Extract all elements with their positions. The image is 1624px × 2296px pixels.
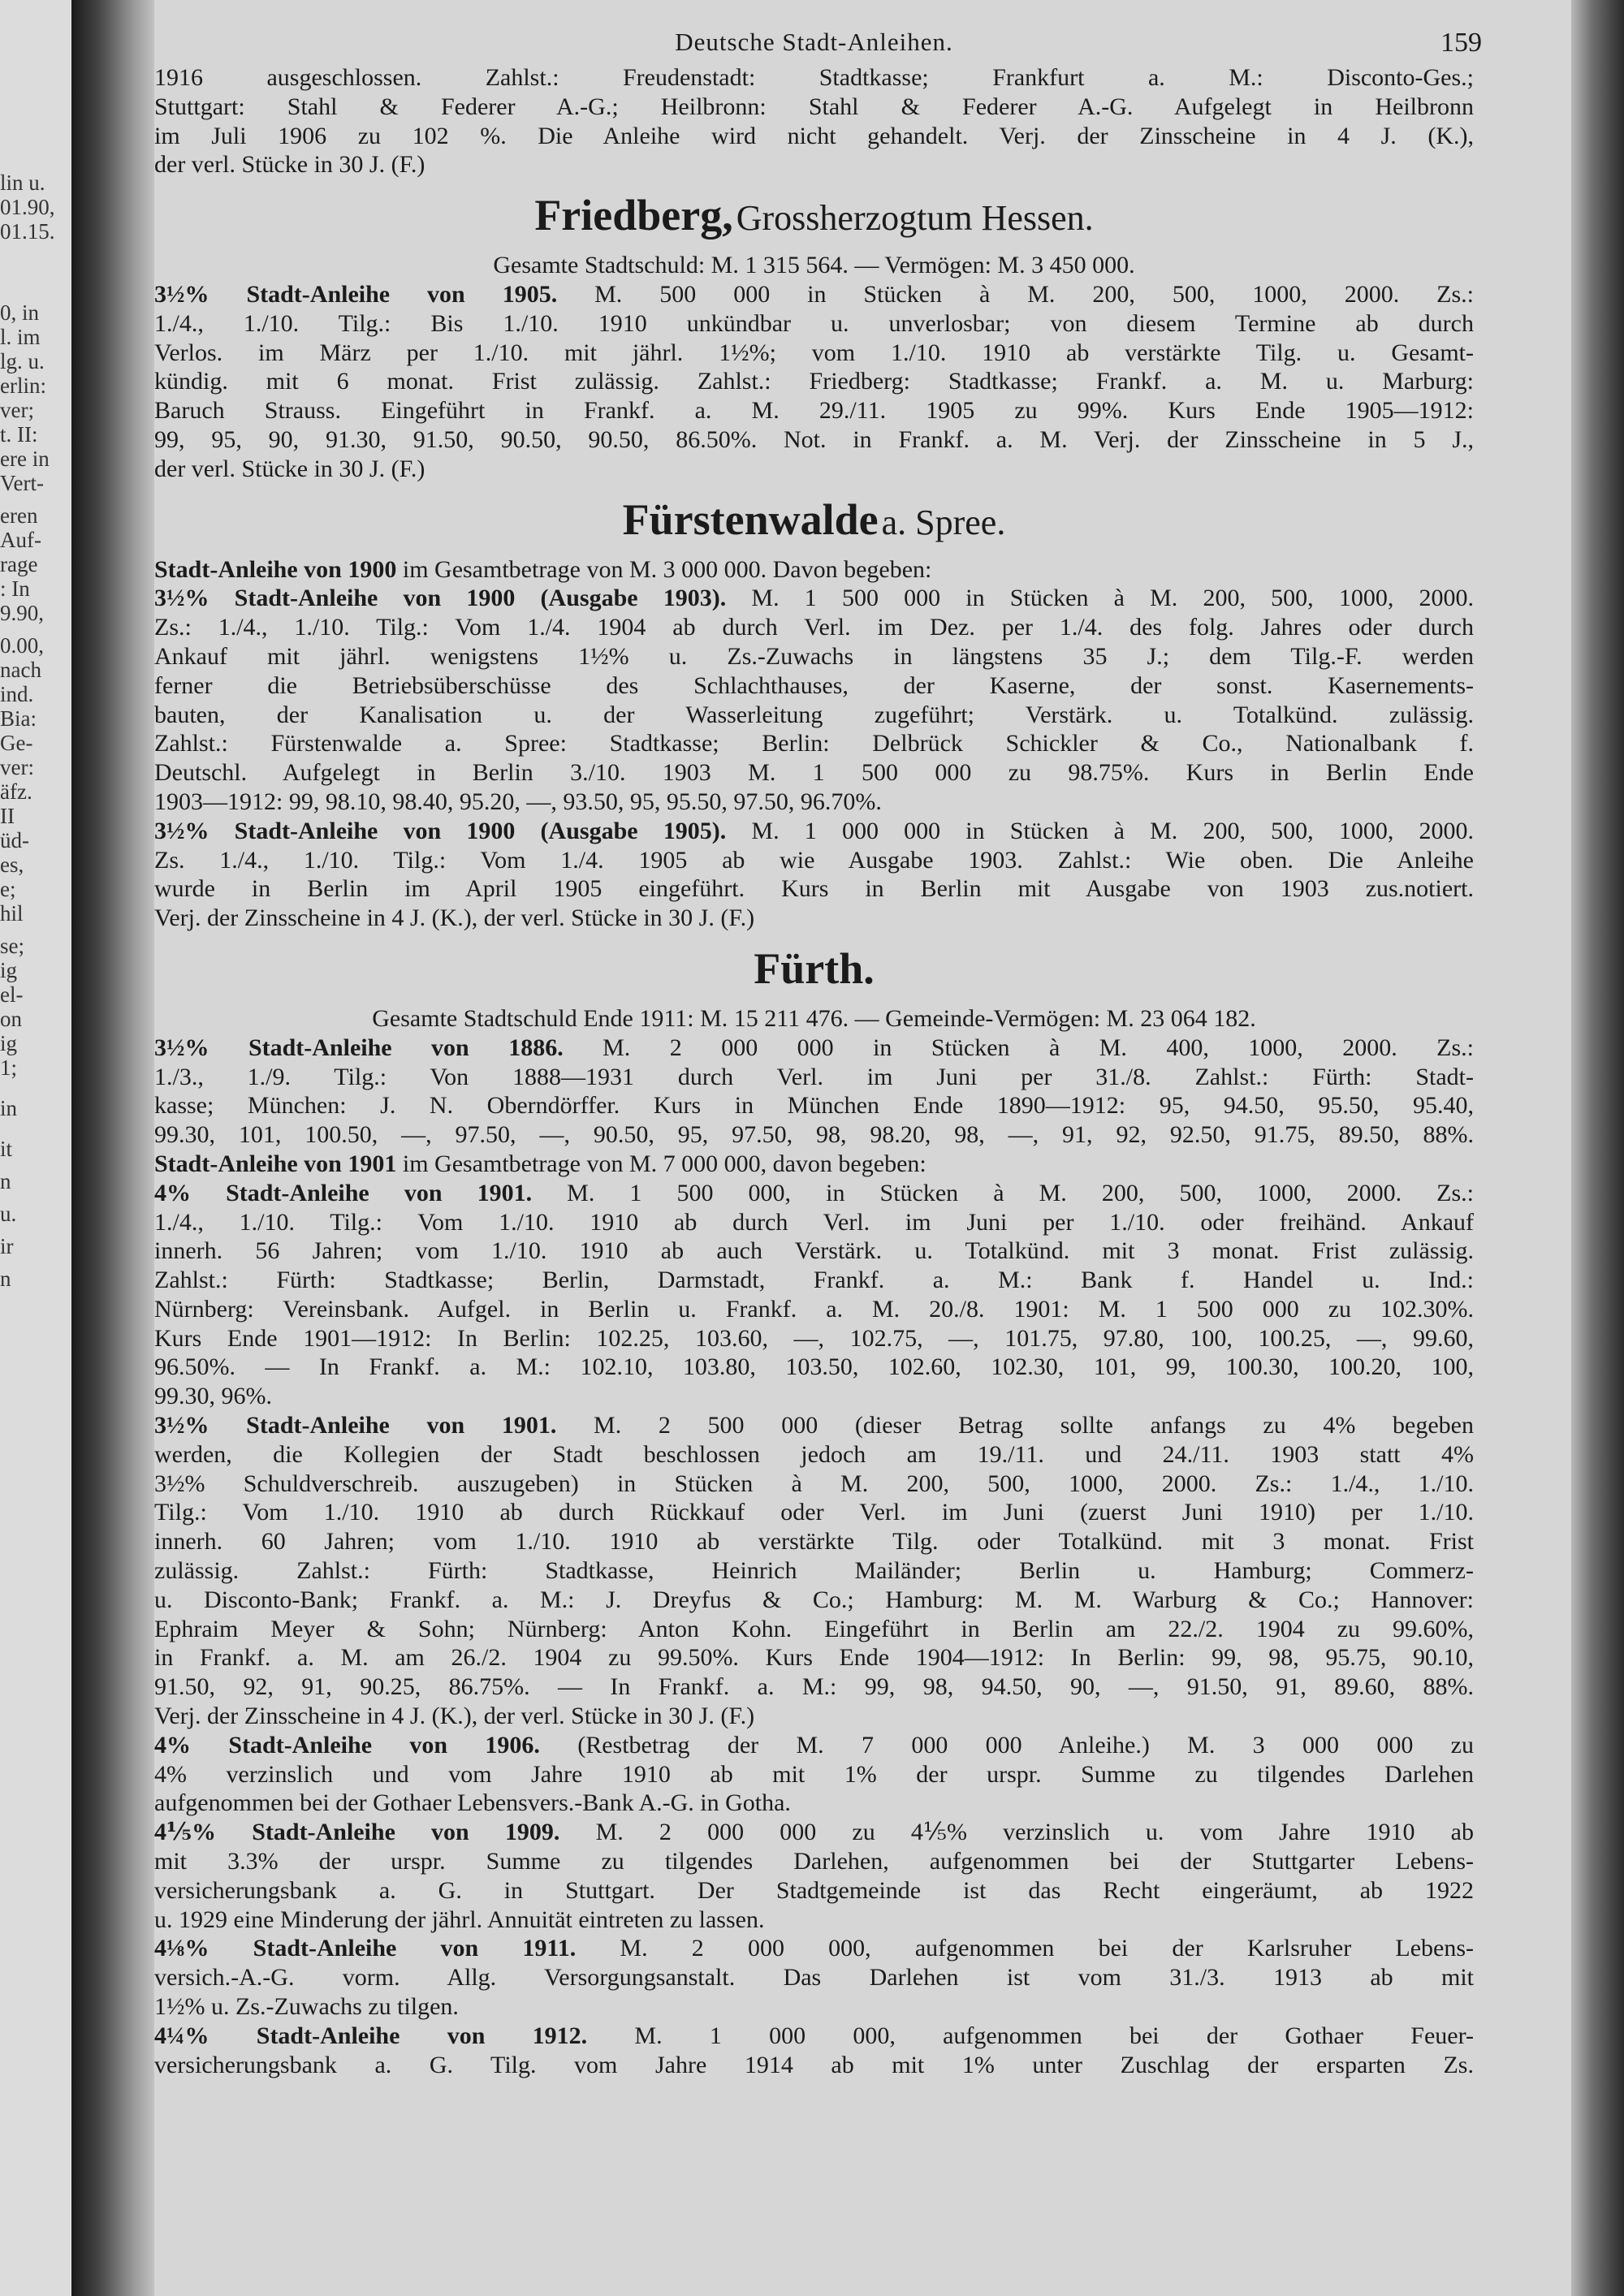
page-content bbox=[154, 28, 1482, 2079]
city-heading bbox=[154, 494, 1474, 552]
text-line bbox=[154, 339, 1474, 368]
line-text: Zahlst.: Fürth: Stadtkasse; Berlin, Darmstadt, Frankf. a. M.: Bank f. Handel u. Ind.: bbox=[154, 1267, 1474, 1294]
left-page-fragment: erlin: bbox=[0, 373, 46, 398]
left-page-fragment: t. II: bbox=[0, 422, 38, 447]
text-line bbox=[154, 1150, 1474, 1179]
city-name: Fürstenwalde bbox=[622, 494, 879, 544]
text-line bbox=[154, 309, 1474, 339]
text-line bbox=[154, 1295, 1474, 1324]
line-text: Deutschl. Aufgelegt in Berlin 3./10. 1903 M. 1 500 000 zu 98.75%. Kurs in Berlin Ende bbox=[154, 759, 1474, 787]
text-line bbox=[154, 396, 1474, 425]
text-line bbox=[154, 613, 1474, 642]
left-page-fragment: Vert- bbox=[0, 471, 44, 495]
left-page-fragment: : In bbox=[0, 576, 30, 601]
text-line bbox=[154, 1934, 1474, 1963]
left-page-fragment: e; bbox=[0, 877, 16, 901]
text-line bbox=[154, 817, 1474, 846]
text-line bbox=[154, 1411, 1474, 1440]
text-line bbox=[154, 1004, 1474, 1034]
left-page-fragment: ver; bbox=[0, 398, 34, 422]
text-line bbox=[154, 1353, 1474, 1382]
line-text: M. 1 500 000, in Stücken à M. 200, 500, 1000, 2000. Zs.: bbox=[532, 1179, 1474, 1206]
loan-title: 3½% Stadt-Anleihe von 1900 (Ausgabe 1905). bbox=[154, 817, 727, 844]
left-page-fragment: u. bbox=[0, 1202, 17, 1226]
city-heading bbox=[154, 191, 1474, 248]
line-text: Verlos. im März per 1./10. mit jährl. 1½%; vom 1./10. 1910 ab verstärkte Tilg. u. Gesamt- bbox=[154, 339, 1474, 366]
running-header bbox=[154, 28, 1482, 63]
left-page-fragment: se; bbox=[0, 934, 24, 958]
text-line bbox=[154, 1556, 1474, 1586]
left-page-fragment: hil bbox=[0, 901, 24, 926]
left-page-fragment: es, bbox=[0, 852, 24, 877]
text-line bbox=[154, 1179, 1474, 1208]
line-text: Zs. 1./4., 1./10. Tilg.: Vom 1./4. 1905 ab wie Ausgabe 1903. Zahlst.: Wie oben. Die Anleihe bbox=[154, 846, 1474, 874]
text-line bbox=[154, 1527, 1474, 1556]
line-text: u. Disconto-Bank; Frankf. a. M.: J. Dreyfus & Co.; Hamburg: M. M. Warburg & Co.; Hannover: bbox=[154, 1586, 1474, 1613]
left-page-fragment: lin u. bbox=[0, 170, 45, 195]
line-text: bauten, der Kanalisation u. der Wasserleitung zugeführt; Verstärk. u. Totalkünd. zulässig. bbox=[154, 701, 1474, 728]
left-page-fragment: ind. bbox=[0, 682, 34, 706]
left-page-fragment: it bbox=[0, 1137, 13, 1161]
line-text: 96.50%. — In Frankf. a. M.: 102.10, 103.80, 103.50, 102.60, 102.30, 101, 99, 100.30, 100.20, 100, bbox=[154, 1353, 1474, 1381]
text-line: Stuttgart: Stahl & Federer A.-G.; Heilbronn: Stahl & Federer A.-G. Aufgelegt in Heilbronn bbox=[154, 93, 1474, 120]
line-text: 4% verzinslich und vom Jahre 1910 ab mit 1% der urspr. Summe zu tilgendes Darlehen bbox=[154, 1760, 1474, 1788]
text-line bbox=[154, 1120, 1474, 1150]
line-text: 99.30, 101, 100.50, —, 97.50, —, 90.50, 95, 97.50, 98, 98.20, 98, —, 91, 92, 92.50, 91.75, 89.50, 88%. bbox=[154, 1121, 1474, 1149]
left-page-fragment: 01.90, bbox=[0, 195, 55, 219]
line-text: M. 2 000 000, aufgenommen bei der Karlsruher Lebens- bbox=[576, 1935, 1474, 1962]
loan-title: 3½% Stadt-Anleihe von 1886. bbox=[154, 1034, 564, 1061]
text-line bbox=[154, 1586, 1474, 1615]
loan-title: Stadt-Anleihe von 1901 bbox=[154, 1150, 397, 1177]
text-line bbox=[154, 425, 1474, 455]
line-text: im Gesamtbetrage von M. 7 000 000, davon begeben: bbox=[396, 1150, 926, 1177]
text-line bbox=[154, 2022, 1474, 2051]
line-text: innerh. 56 Jahren; vom 1./10. 1910 ab auch Verstärk. u. Totalkünd. mit 3 monat. Frist zulässig. bbox=[154, 1237, 1474, 1265]
line-text: 1½% u. Zs.-Zuwachs zu tilgen. bbox=[154, 1993, 459, 2021]
left-page-fragment: l. im bbox=[0, 325, 41, 349]
line-text: werden, die Kollegien der Stadt beschlossen jedoch am 19./11. und 24./11. 1903 statt 4% bbox=[154, 1440, 1474, 1468]
text-line bbox=[154, 729, 1474, 758]
text-line bbox=[154, 1236, 1474, 1266]
text-line bbox=[154, 1498, 1474, 1527]
text-line bbox=[154, 1760, 1474, 1789]
line-text: u. 1929 eine Minderung der jährl. Annuität eintreten zu lassen. bbox=[154, 1905, 765, 1933]
text-line bbox=[154, 1470, 1474, 1499]
text-line bbox=[154, 1324, 1474, 1353]
city-section bbox=[154, 191, 1474, 483]
line-text: versicherungsbank a. G. in Stuttgart. Der Stadtgemeinde ist das Recht eingeräumt, ab 1922 bbox=[154, 1876, 1474, 1904]
loan-title: 3½% Stadt-Anleihe von 1905. bbox=[154, 280, 558, 308]
city-subtitle: Grossherzogtum Hessen. bbox=[736, 198, 1094, 239]
left-page-fragment: lg. u. bbox=[0, 349, 45, 373]
left-page-fragment: 0.00, bbox=[0, 633, 44, 658]
loan-title: 3½% Stadt-Anleihe von 1901. bbox=[154, 1412, 557, 1439]
text-line bbox=[154, 1905, 1474, 1935]
line-text: Gesamte Stadtschuld Ende 1911: M. 15 211 476. — Gemeinde-Vermögen: M. 23 064 182. bbox=[372, 1004, 1256, 1032]
line-text: 1903—1912: 99, 98.10, 98.40, 95.20, —, 93.50, 95, 95.50, 97.50, 96.70%. bbox=[154, 788, 882, 815]
loan-title: Stadt-Anleihe von 1900 bbox=[154, 555, 397, 583]
intro-paragraph bbox=[154, 63, 1474, 179]
text-line bbox=[154, 1208, 1474, 1237]
left-page-fragment: 01.15. bbox=[0, 219, 55, 244]
city-section bbox=[154, 494, 1474, 933]
line-text: versicherungsbank a. G. Tilg. vom Jahre 1914 ab mit 1% unter Zuschlag der ersparten Zs. bbox=[154, 2051, 1474, 2078]
left-page-fragment: in bbox=[0, 1096, 18, 1120]
page bbox=[154, 0, 1571, 2296]
left-page-edge bbox=[0, 0, 75, 2296]
line-text: kündig. mit 6 monat. Frist zulässig. Zahlst.: Friedberg: Stadtkasse; Frankf. a. M. u. Marburg: bbox=[154, 368, 1474, 395]
line-text: Ankauf mit jährl. wenigstens 1½% u. Zs.-Zuwachs in längstens 35 J.; dem Tilg.-F. werden bbox=[154, 642, 1474, 670]
left-page-fragment: nach bbox=[0, 658, 41, 682]
line-text: ferner die Betriebsüberschüsse des Schlachthauses, der Kaserne, der sonst. Kasernements- bbox=[154, 671, 1474, 699]
text-line bbox=[154, 1440, 1474, 1470]
left-page-fragment: ir bbox=[0, 1234, 14, 1258]
line-text: 99.30, 96%. bbox=[154, 1383, 272, 1410]
line-text: Kurs Ende 1901—1912: In Berlin: 102.25, 103.60, —, 102.75, —, 101.75, 97.80, 100, 100.25, —, 99.60, bbox=[154, 1324, 1474, 1352]
book-gutter bbox=[71, 0, 161, 2296]
line-text: M. 2 000 000 in Stücken à M. 400, 1000, 2000. Zs.: bbox=[563, 1034, 1474, 1061]
text-line bbox=[154, 1034, 1474, 1063]
text-line bbox=[154, 846, 1474, 875]
left-page-fragment: el- bbox=[0, 982, 24, 1007]
left-page-fragment: ere in bbox=[0, 447, 50, 471]
line-text: M. 2 500 000 (dieser Betrag sollte anfangs zu 4% begeben bbox=[556, 1412, 1474, 1439]
line-text: (Restbetrag der M. 7 000 000 Anleihe.) M. 3 000 000 zu bbox=[539, 1731, 1474, 1759]
city-heading bbox=[154, 943, 1474, 1001]
city-section bbox=[154, 943, 1474, 2079]
text-line: 1916 ausgeschlossen. Zahlst.: Freudenstadt: Stadtkasse; Frankfurt a. M.: Disconto-Ges.; bbox=[154, 64, 1474, 91]
line-text: Gesamte Stadtschuld: M. 1 315 564. — Vermögen: M. 3 450 000. bbox=[493, 252, 1135, 279]
text-line bbox=[154, 584, 1474, 613]
text-line bbox=[154, 758, 1474, 788]
text-line bbox=[154, 1091, 1474, 1120]
text-line bbox=[154, 1876, 1474, 1905]
line-text: kasse; München: J. N. Oberndörffer. Kurs in München Ende 1890—1912: 95, 94.50, 95.50, 95.40, bbox=[154, 1092, 1474, 1120]
line-text: M. 1 000 000 in Stücken à M. 200, 500, 1000, 2000. bbox=[726, 817, 1474, 844]
left-page-fragment: üd- bbox=[0, 828, 29, 852]
line-text: Zs.: 1./4., 1./10. Tilg.: Vom 1./4. 1904 ab durch Verl. im Dez. per 1./4. des folg. Jahres oder durch bbox=[154, 614, 1474, 641]
text-line bbox=[154, 1992, 1474, 2022]
text-line bbox=[154, 642, 1474, 671]
left-page-fragment: Ge- bbox=[0, 731, 33, 755]
loan-title: 4⅕% Stadt-Anleihe von 1909. bbox=[154, 1819, 560, 1846]
text-line bbox=[154, 1382, 1474, 1411]
text-line bbox=[154, 280, 1474, 309]
sections bbox=[154, 191, 1474, 2079]
text-line bbox=[154, 788, 1474, 817]
text-line bbox=[154, 1643, 1474, 1672]
text-line bbox=[154, 1063, 1474, 1092]
line-text: aufgenommen bei der Gothaer Lebensvers.-Bank A.-G. in Gotha. bbox=[154, 1789, 791, 1817]
left-page-fragment: ig bbox=[0, 1031, 18, 1055]
text-line bbox=[154, 555, 1474, 585]
left-page-fragment: II bbox=[0, 804, 15, 828]
text-line bbox=[154, 701, 1474, 730]
text-line bbox=[154, 874, 1474, 904]
line-text: M. 500 000 in Stücken à M. 200, 500, 1000, 2000. Zs.: bbox=[557, 280, 1474, 308]
text-line bbox=[154, 455, 1474, 484]
line-text: M. 1 500 000 in Stücken à M. 200, 500, 1000, 2000. bbox=[726, 585, 1474, 612]
city-subtitle: a. Spree. bbox=[881, 502, 1006, 542]
line-text: in Frankf. a. M. am 26./2. 1904 zu 99.50%. Kurs Ende 1904—1912: In Berlin: 99, 98, 95.75, 90.10, bbox=[154, 1644, 1474, 1672]
line-text: Tilg.: Vom 1./10. 1910 ab durch Rückkauf oder Verl. im Juni (zuerst Juni 1910) per 1./10. bbox=[154, 1499, 1474, 1526]
line-text: Verj. der Zinsscheine in 4 J. (K.), der verl. Stücke in 30 J. (F.) bbox=[154, 1703, 755, 1730]
text-line bbox=[154, 671, 1474, 701]
city-name: Friedberg, bbox=[534, 191, 733, 240]
text-line bbox=[154, 1963, 1474, 1992]
text-line bbox=[154, 1702, 1474, 1731]
left-page-fragment: ig bbox=[0, 958, 18, 982]
line-text: im Gesamtbetrage von M. 3 000 000. Davon begeben: bbox=[396, 555, 932, 583]
text-line bbox=[154, 1789, 1474, 1818]
left-page-fragment: Auf- bbox=[0, 528, 41, 552]
text-line bbox=[154, 1615, 1474, 1644]
left-page-fragment: ver: bbox=[0, 755, 34, 779]
left-page-fragment: Bia: bbox=[0, 706, 37, 731]
line-text: 91.50, 92, 91, 90.25, 86.75%. — In Frankf. a. M.: 99, 98, 94.50, 90, —, 91.50, 91, 89.60, 88%. bbox=[154, 1673, 1474, 1701]
line-text: versich.-A.-G. vorm. Allg. Versorgungsanstalt. Das Darlehen ist vom 31./3. 1913 ab mit bbox=[154, 1964, 1474, 1992]
left-page-fragment: eren bbox=[0, 503, 38, 528]
left-page-fragment: n bbox=[0, 1267, 11, 1291]
text-line bbox=[154, 251, 1474, 280]
line-text: innerh. 60 Jahren; vom 1./10. 1910 ab verstärkte Tilg. oder Totalkünd. mit 3 monat. Frist bbox=[154, 1528, 1474, 1556]
text-line bbox=[154, 367, 1474, 396]
loan-title: 4% Stadt-Anleihe von 1901. bbox=[154, 1179, 533, 1206]
loan-title: 4⅛% Stadt-Anleihe von 1911. bbox=[154, 1935, 577, 1962]
loan-title: 4% Stadt-Anleihe von 1906. bbox=[154, 1731, 540, 1759]
line-text: Baruch Strauss. Eingeführt in Frankf. a. M. 29./11. 1905 zu 99%. Kurs Ende 1905—1912: bbox=[154, 397, 1474, 425]
line-text: Nürnberg: Vereinsbank. Aufgel. in Berlin u. Frankf. a. M. 20./8. 1901: M. 1 500 000 zu 102.30%. bbox=[154, 1295, 1474, 1323]
loan-title: 4¼% Stadt-Anleihe von 1912. bbox=[154, 2022, 588, 2049]
line-text: Ephraim Meyer & Sohn; Nürnberg: Anton Kohn. Eingeführt in Berlin am 22./2. 1904 zu 99.60%, bbox=[154, 1615, 1474, 1642]
line-text: der verl. Stücke in 30 J. (F.) bbox=[154, 455, 425, 482]
line-text: 99, 95, 90, 91.30, 91.50, 90.50, 90.50, 86.50%. Not. in Frankf. a. M. Verj. der Zinsscheine in 5 J., bbox=[154, 425, 1474, 453]
left-page-fragment: n bbox=[0, 1169, 11, 1193]
line-text: M. 2 000 000 zu 4⅕% verzinslich u. vom Jahre 1910 ab bbox=[559, 1819, 1474, 1846]
line-text: zulässig. Zahlst.: Fürth: Stadtkasse, Heinrich Mailänder; Berlin u. Hamburg; Commerz- bbox=[154, 1557, 1474, 1585]
text-line bbox=[154, 1818, 1474, 1847]
text-line bbox=[154, 1731, 1474, 1760]
left-page-fragment: 0, in bbox=[0, 300, 40, 325]
line-text: 1./3., 1./9. Tilg.: Von 1888—1931 durch Verl. im Juni per 31./8. Zahlst.: Fürth: Stadt- bbox=[154, 1063, 1474, 1090]
text-line bbox=[154, 1847, 1474, 1876]
text-line bbox=[154, 1266, 1474, 1295]
text-line bbox=[154, 1672, 1474, 1702]
line-text: M. 1 000 000, aufgenommen bei der Gothaer Feuer- bbox=[587, 2022, 1474, 2049]
page-number: 159 bbox=[1440, 28, 1482, 58]
line-text: Zahlst.: Fürstenwalde a. Spree: Stadtkasse; Berlin: Delbrück Schickler & Co., Nationalbank f. bbox=[154, 730, 1474, 757]
loan-title: 3½% Stadt-Anleihe von 1900 (Ausgabe 1903). bbox=[154, 585, 727, 612]
line-text: mit 3.3% der urspr. Summe zu tilgendes Darlehen, aufgenommen bei der Stuttgarter Lebens- bbox=[154, 1848, 1474, 1875]
line-text: 1./4., 1./10. Tilg.: Bis 1./10. 1910 unkündbar u. unverlosbar; von diesem Termine ab durch bbox=[154, 309, 1474, 337]
line-text: Verj. der Zinsscheine in 4 J. (K.), der verl. Stücke in 30 J. (F.) bbox=[154, 904, 755, 932]
left-page-fragment: 1; bbox=[0, 1055, 18, 1080]
left-page-fragment: äfz. bbox=[0, 779, 32, 804]
right-page-edge bbox=[1571, 0, 1624, 2296]
text-line bbox=[154, 904, 1474, 933]
line-text: wurde in Berlin im April 1905 eingeführt. Kurs in Berlin mit Ausgabe von 1903 zus.notiert. bbox=[154, 875, 1474, 903]
left-page-fragment: on bbox=[0, 1007, 22, 1031]
line-text: 1./4., 1./10. Tilg.: Vom 1./10. 1910 ab durch Verl. im Juni per 1./10. oder freihänd. Ankauf bbox=[154, 1208, 1474, 1236]
line-text: 3½% Schuldverschreib. auszugeben) in Stücken à M. 200, 500, 1000, 2000. Zs.: 1./4., 1./10. bbox=[154, 1470, 1474, 1497]
city-name: Fürth. bbox=[754, 943, 875, 993]
left-page-fragment: 9.90, bbox=[0, 601, 44, 625]
text-line bbox=[154, 2051, 1474, 2080]
left-page-fragment: rage bbox=[0, 552, 38, 576]
text-line: im Juli 1906 zu 102 %. Die Anleihe wird nicht gehandelt. Verj. der Zinsscheine in 4 J. (K.), bbox=[154, 122, 1474, 149]
header-title: Deutsche Stadt-Anleihen. bbox=[675, 28, 953, 56]
text-line: der verl. Stücke in 30 J. (F.) bbox=[154, 151, 425, 179]
